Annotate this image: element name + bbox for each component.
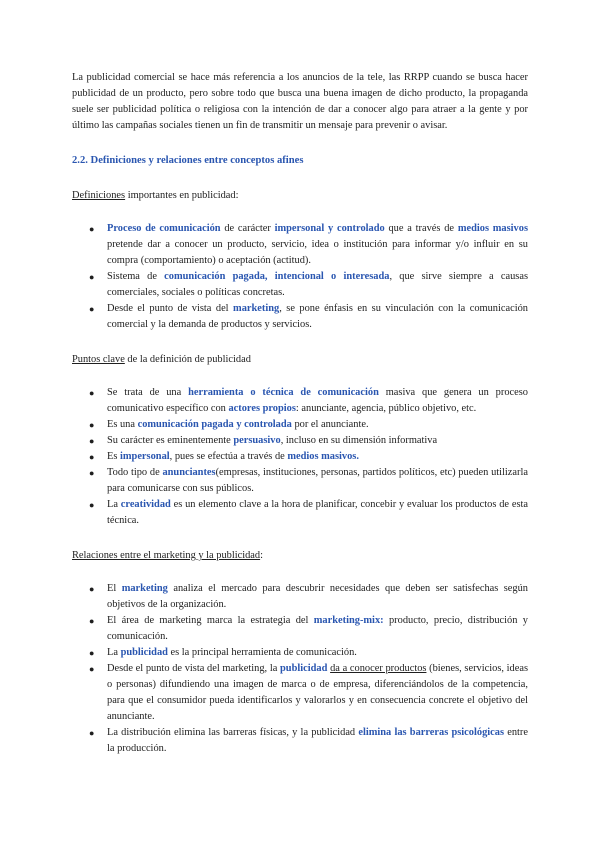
definiciones-title: Definiciones importantes en publicidad:	[72, 190, 239, 201]
list-item: ● Se trata de una herramienta o técnica de comunicación masiva que genera un proceso comunicativo específico con actores propios: anunciante, agencia, público objetivo, etc.	[89, 387, 528, 414]
list-item: ● Proceso de comunicación de carácter impersonal y controlado que a través de medios masivos pretende dar a conocer un producto, servicio, idea o institución para informar y/o influir en su compra (comportamiento) o aceptación (actitud).	[89, 223, 528, 266]
document-body	[72, 70, 528, 757]
list-item: ● Desde el punto de vista del marketing, la publicidad da a conocer productos (bienes, servicios, ideas o personas) difundiendo una imagen de marca o de empresa, diferenciándolos de la competencia, para que el consumidor pueda identificarlos y valorarlos y en consecuencia concrete el objetivo del anunciante.	[89, 663, 529, 722]
list-item: ● Su carácter es eminentemente persuasivo, incluso en su dimensión informativa	[89, 435, 438, 446]
list-item: ● El marketing analiza el mercado para descubrir necesidades que deben ser satisfechas según objetivos de la organización.	[89, 583, 528, 610]
relaciones-title: Relaciones entre el marketing y la publicidad:	[72, 550, 264, 561]
section-heading: 2.2. Definiciones y relaciones entre conceptos afines	[72, 155, 304, 166]
relaciones-list	[72, 581, 528, 757]
definiciones-list	[72, 221, 528, 333]
list-item: ● Sistema de comunicación pagada, intencional o interesada, que sirve siempre a causas comerciales, sociales o políticas concretas.	[89, 271, 528, 298]
list-item: ● La distribución elimina las barreras físicas, y la publicidad elimina las barreras psicológicas entre la producción.	[89, 727, 528, 754]
puntos-title: Puntos clave de la definición de publicidad	[72, 354, 251, 365]
list-item: ● Todo tipo de anunciantes(empresas, instituciones, personas, partidos políticos, etc) pueden utilizarla para comunicarse con sus públicos.	[89, 467, 528, 494]
list-item: ● Es impersonal, pues se efectúa a través de medios masivos.	[89, 451, 359, 462]
puntos-list	[72, 385, 528, 529]
intro-paragraph: La publicidad comercial se hace más referencia a los anuncios de la tele, las RRPP cuando se busca hacer publicidad de un producto, pero sobre todo que busca una buena imagen de dicho producto, la propaganda suele ser publicidad política o religiosa con la intención de dar a conocer algo para atraer a la gente y por último las campañas sociales tienen un fin de transmitir un mensaje para prevenir o avisar.	[72, 72, 528, 131]
list-item: ● La publicidad es la principal herramienta de comunicación.	[89, 647, 357, 658]
list-item: ● Es una comunicación pagada y controlada por el anunciante.	[89, 419, 369, 430]
list-item: ● La creatividad es un elemento clave a la hora de planificar, concebir y evaluar los productos de esta técnica.	[89, 499, 528, 526]
list-item: ● El área de marketing marca la estrategia del marketing-mix: producto, precio, distribución y comunicación.	[89, 615, 528, 642]
list-item: ● Desde el punto de vista del marketing, se pone énfasis en su vinculación con la comunicación comercial y la demanda de productos y servicios.	[89, 303, 528, 330]
